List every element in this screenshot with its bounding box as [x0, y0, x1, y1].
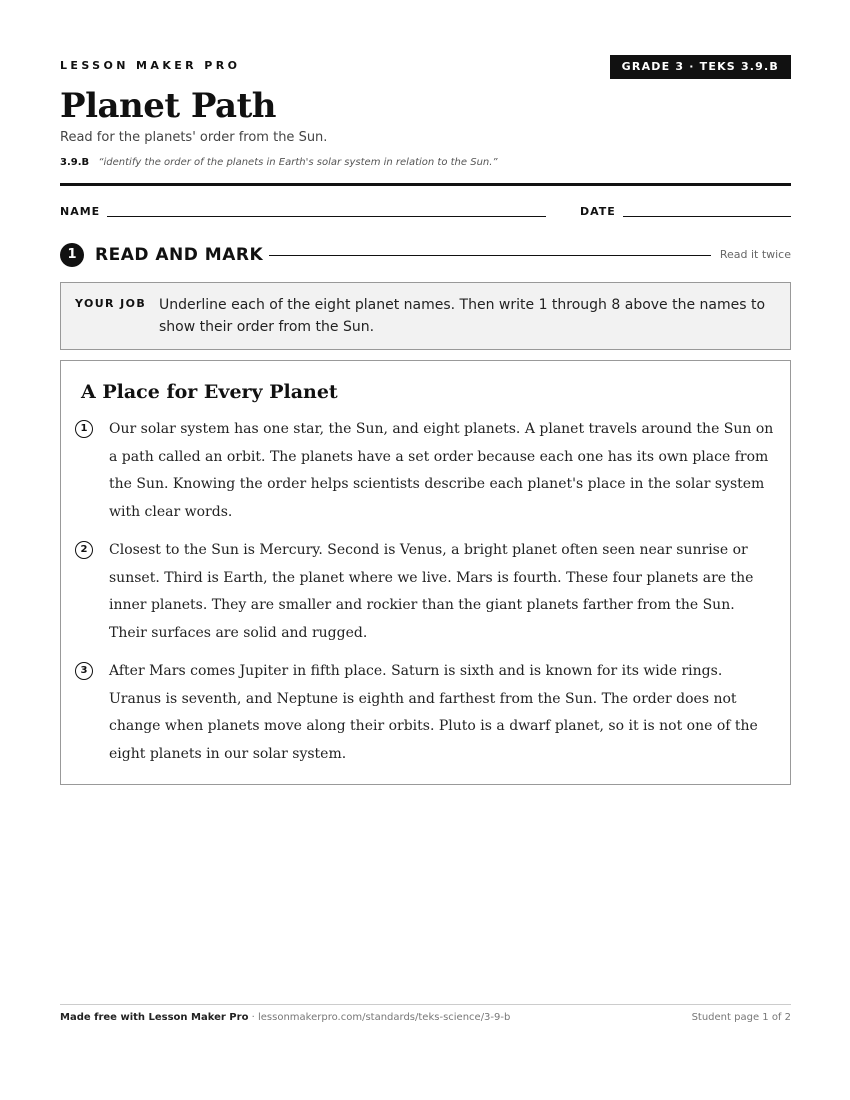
passage-title: A Place for Every Planet	[81, 381, 338, 403]
instructions-text: Underline each of the eight planet names. Then write 1 through 8 above the names to show their order from the Sun.	[159, 297, 766, 335]
paragraph-number: 2	[75, 541, 93, 559]
footer	[60, 1012, 791, 1026]
page-title: Planet Path	[60, 86, 277, 126]
top-bar	[60, 55, 791, 79]
section-title: READ AND MARK	[95, 245, 264, 265]
instructions-box	[60, 282, 791, 350]
paragraph-number: 3	[75, 662, 93, 680]
grade-badge: GRADE 3 · TEKS 3.9.B	[610, 55, 791, 79]
section-divider	[269, 255, 711, 256]
instructions-label: YOUR JOB	[75, 297, 147, 310]
page-number: Student page 1 of 2	[691, 1012, 791, 1023]
section-note: Read it twice	[719, 248, 791, 261]
standard-line	[60, 157, 498, 168]
footer-separator: ·	[248, 1012, 258, 1023]
footer-url: lessonmakerpro.com/standards/teks-science/3-9-b	[257, 1012, 511, 1023]
standard-code: 3.9.B	[60, 157, 90, 168]
paragraph-text: After Mars comes Jupiter in fifth place. Saturn is sixth and is known for its wide rings. Uranus is seventh, and Neptune is eighth and farthest from the Sun. The order does not change when planets move along their orbits. Pluto is a dwarf planet, so it is not one of the eight planets in our solar system.	[109, 663, 758, 762]
name-label: NAME	[60, 205, 101, 218]
brand-name: LESSON MAKER PRO	[60, 59, 241, 72]
paragraph-text: Closest to the Sun is Mercury. Second is Venus, a bright planet often seen near sunrise or sunset. Third is Earth, the planet where we live. Mars is fourth. These four planets are the inner planets. They are smaller and rockier than the giant planets farther from the Sun. Their surfaces are solid and rugged.	[109, 542, 754, 641]
header-divider	[60, 183, 791, 186]
footer-credit: Made free with Lesson Maker Pro	[60, 1012, 249, 1023]
name-field[interactable]	[107, 216, 546, 217]
date-field[interactable]	[623, 216, 791, 217]
footer-divider	[60, 1004, 791, 1005]
section-number-badge: 1	[60, 243, 84, 267]
reading-passage	[60, 360, 791, 785]
date-label: DATE	[580, 205, 616, 218]
paragraph-text: Our solar system has one star, the Sun, and eight planets. A planet travels around the Sun on a path called an orbit. The planets have a set order because each one has its own place from the Sun. Knowing the order helps scientists describe each planet's place in the solar system with clear words.	[109, 421, 774, 520]
paragraph-number: 1	[75, 420, 93, 438]
section-header	[60, 243, 791, 267]
name-date-row	[60, 205, 791, 219]
standard-text: “identify the order of the planets in Earth's solar system in relation to the Sun.”	[98, 157, 498, 168]
page-subtitle: Read for the planets' order from the Sun.	[60, 130, 328, 145]
